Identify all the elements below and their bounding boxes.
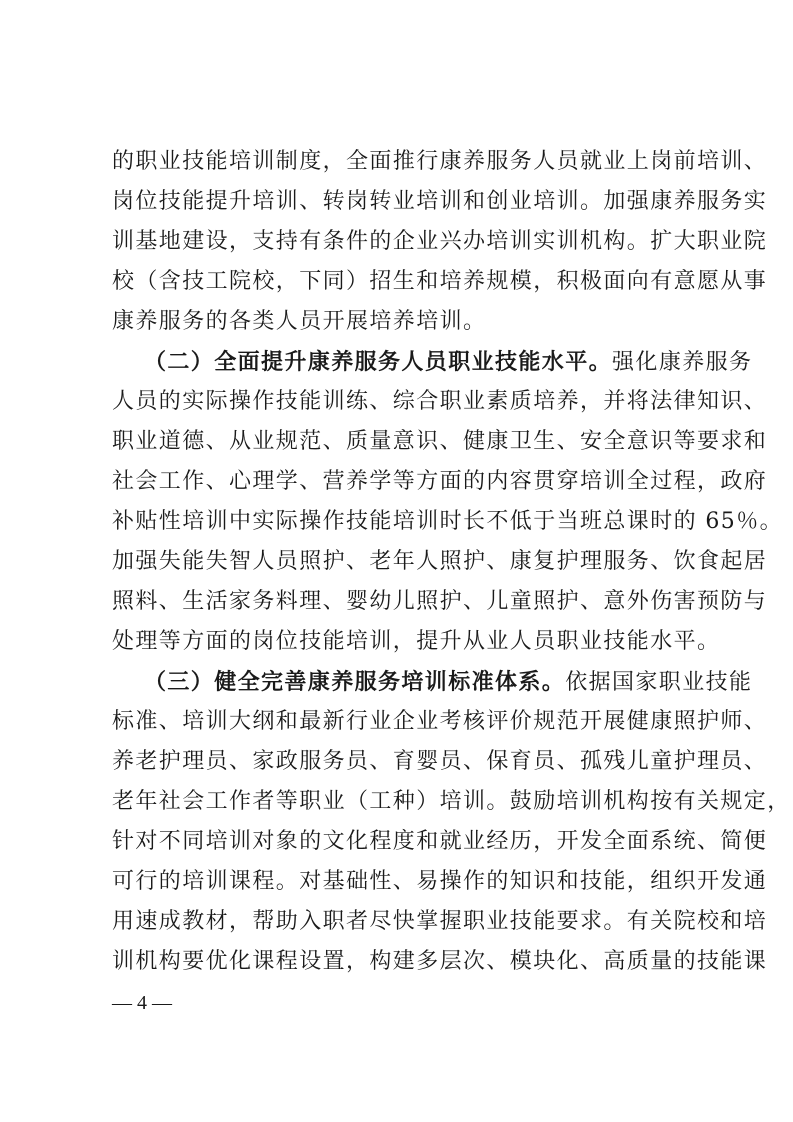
text-line: 训基地建设，支持有条件的企业兴办培训实训机构。扩大职业院: [112, 229, 768, 254]
text-line: 校（含技工院校，下同）招生和培养规模，积极面向有意愿从事: [112, 269, 768, 294]
text-line: 照料、生活家务料理、婴幼儿照护、儿童照护、意外伤害预防与: [112, 589, 768, 614]
text-line: 康养服务的各类人员开展培养培训。: [112, 309, 487, 334]
heading-continuation: 强化康养服务: [612, 350, 753, 375]
text-line: 用速成教材，帮助入职者尽快掌握职业技能要求。有关院校和培: [112, 909, 768, 934]
text-line: 可行的培训课程。对基础性、易操作的知识和技能，组织开发通: [112, 869, 768, 894]
text-line: 处理等方面的岗位技能培训，提升从业人员职业技能水平。: [112, 629, 721, 654]
text-line: 养老护理员、家政服务员、育婴员、保育员、孤残儿童护理员、: [112, 749, 768, 774]
text-line: 岗位技能提升培训、转岗转业培训和创业培训。加强康养服务实: [112, 189, 768, 214]
text-line: 职业道德、从业规范、质量意识、健康卫生、安全意识等要求和: [112, 429, 768, 454]
heading-continuation: 依据国家职业技能: [565, 670, 753, 695]
body-text: [112, 142, 791, 982]
text-line: 标准、培训大纲和最新行业企业考核评价规范开展健康照护师、: [112, 709, 768, 734]
paragraph-2: [112, 342, 783, 662]
text-line: 的职业技能培训制度，全面推行康养服务人员就业上岗前培训、: [112, 149, 768, 174]
text-line: 加强失能失智人员照护、老年人照护、康复护理服务、饮食起居: [112, 549, 768, 574]
paragraph-3: [112, 662, 791, 982]
page-number: — 4 —: [112, 992, 172, 1014]
section-heading: （三）健全完善康养服务培训标准体系。: [144, 669, 566, 695]
text-line: 训机构要优化课程设置，构建多层次、模块化、高质量的技能课: [112, 949, 768, 974]
text-line: [112, 662, 753, 702]
text-line: [112, 342, 753, 382]
text-line: 人员的实际操作技能训练、综合职业素质培养，并将法律知识、: [112, 389, 768, 414]
paragraph-1: [112, 142, 768, 342]
section-heading: （二）全面提升康养服务人员职业技能水平。: [144, 349, 613, 375]
text-line: 社会工作、心理学、营养学等方面的内容贯穿培训全过程，政府: [112, 469, 768, 494]
text-line: 补贴性培训中实际操作技能培训时长不低于当班总课时的 65％。: [112, 509, 783, 534]
text-line: 针对不同培训对象的文化程度和就业经历，开发全面系统、简便: [112, 829, 768, 854]
text-line: 老年社会工作者等职业（工种）培训。鼓励培训机构按有关规定，: [112, 789, 791, 814]
